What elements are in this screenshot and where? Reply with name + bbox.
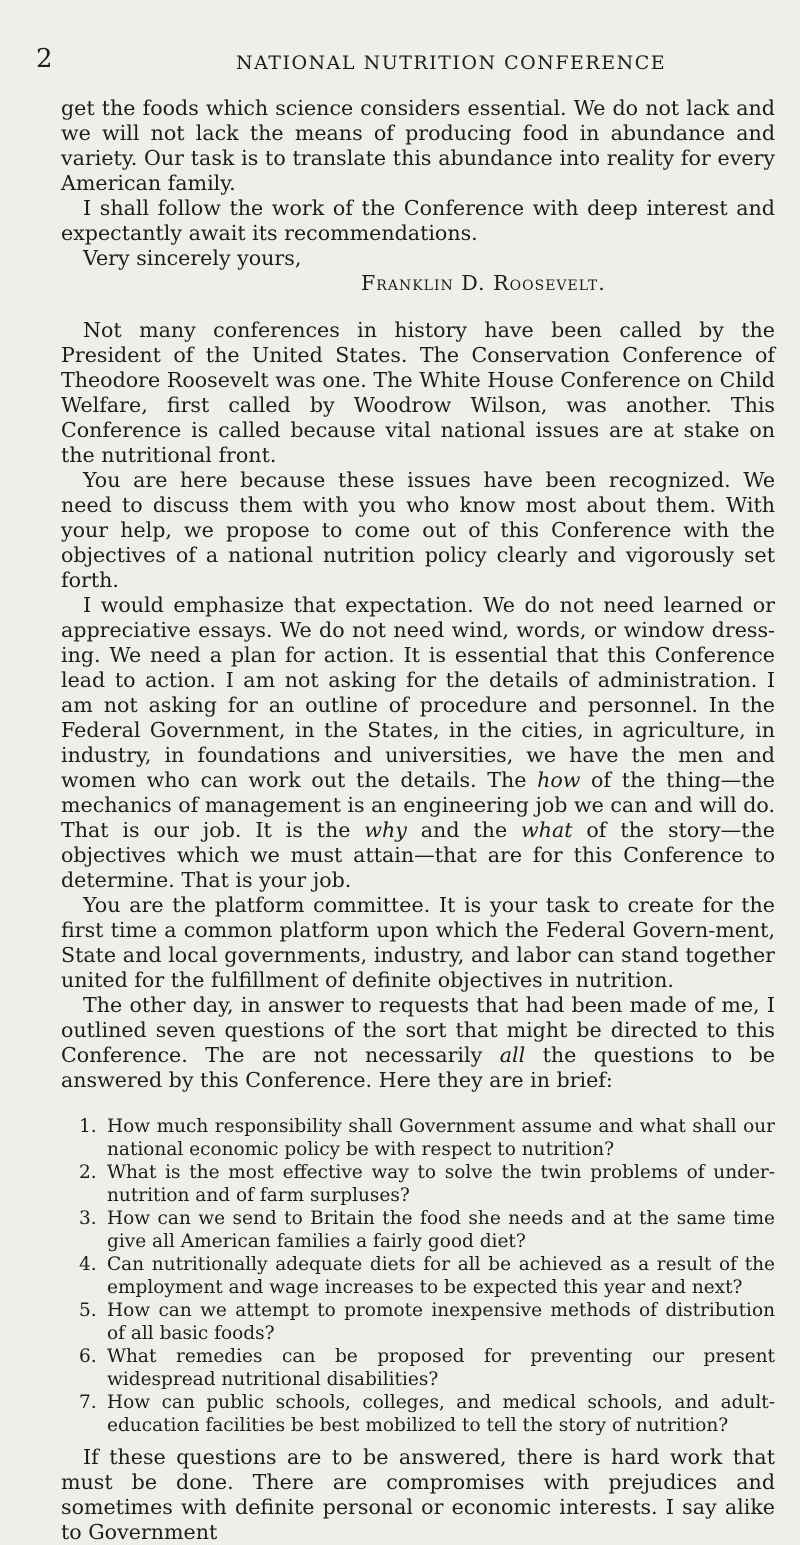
paragraph-4: You are here because these issues have been recognized. We need to discuss them with you who know most about them. With your help, we propose to come out of this Conference with the objectives of a national nutrition policy clearly and vigorously set forth. [61,468,775,592]
letter-signature: Franklin D. Roosevelt. [361,271,606,295]
paragraph-7 [61,993,775,1093]
p7-emphasis-all: all [499,1043,526,1067]
question-item: 3. How can we send to Britain the food she needs and at the same time give all American families a fairly good diet? [79,1208,775,1252]
p5-emphasis-why: why [364,818,407,842]
question-item: 1. How much responsibility shall Government assume and what shall our national economic policy be with respect to nutrition? [79,1116,775,1160]
paragraph-8: If these questions are to be answered, there is hard work that must be done. There are compromises with prejudices and sometimes with definite personal or economic interests. I say alike to Government [61,1445,775,1544]
letter-closing: Very sincerely yours, [83,246,302,270]
questions-list [61,1115,775,1437]
p5-emphasis-what: what [521,818,573,842]
paragraph-1: get the foods which science considers essential. We do not lack and we will not lack the means of producing food in abundance and variety. Our task is to translate this abundance into reality for every American family. [61,96,775,195]
question-item: 6. What remedies can be proposed for preventing our present widespread nutritional disabilities? [79,1346,775,1390]
page-number: 2 [36,44,55,74]
p7-text-b: the questions to be answered by this Conference. Here they are in brief: [61,1043,776,1092]
question-item: 2. What is the most effective way to solve the twin problems of under-nutrition and of farm surpluses? [79,1162,775,1206]
question-item: 5. How can we attempt to promote inexpensive methods of distribution of all basic foods? [79,1300,775,1344]
p7-text-a: The other day, in answer to requests that had been made of me, I outlined seven questions of the sort that might be directed to this Conference. The are not necessarily [61,993,775,1067]
p5-emphasis-how: how [537,768,581,792]
p5-text-a: I would emphasize that expectation. We do not need learned or appreciative essays. We do not need wind, words, or window dress-ing. We need a plan for action. It is essential that this Conference lead to action. I am not asking for the details of administration. I am not asking for an outline of procedure and personnel. In the Federal Government, in the States, in the cities, in agriculture, in industry, in foundations and universities, we have the men and women who can work out the details. The [61,593,775,792]
paragraph-2: I shall follow the work of the Conference with deep interest and expectantly await its recommendations. [61,196,775,245]
p5-text-b: of the thing—the mechanics of management is an engineering job we can and will do. That is our job. It is the [61,768,775,842]
running-title: NATIONAL NUTRITION CONFERENCE [236,52,667,74]
page-body [61,96,775,1545]
question-item: 7. How can public schools, colleges, and medical schools, and adult-education facilities be best mobilized to tell the story of nutrition? [79,1392,775,1436]
paragraph-6: You are the platform committee. It is your task to create for the first time a common platform upon which the Federal Govern-ment, State and local governments, industry, and labor can stand together united for the fulfillment of definite objectives in nutrition. [61,893,775,992]
question-item: 4. Can nutritionally adequate diets for all be achieved as a result of the employment and wage increases to be expected this year and next? [79,1254,775,1298]
paragraph-5 [61,593,775,893]
p5-text-d: of the story—the objectives which we must attain—that are for this Conference to determine. That is your job. [61,818,775,892]
p5-text-c: and the [406,818,522,842]
paragraph-3: Not many conferences in history have been called by the President of the United States. The Conservation Conference of Theodore Roosevelt was one. The White House Conference on Child Welfare, first called by Woodrow Wilson, was another. This Conference is called because vital national issues are at stake on the nutritional front. [61,318,775,467]
